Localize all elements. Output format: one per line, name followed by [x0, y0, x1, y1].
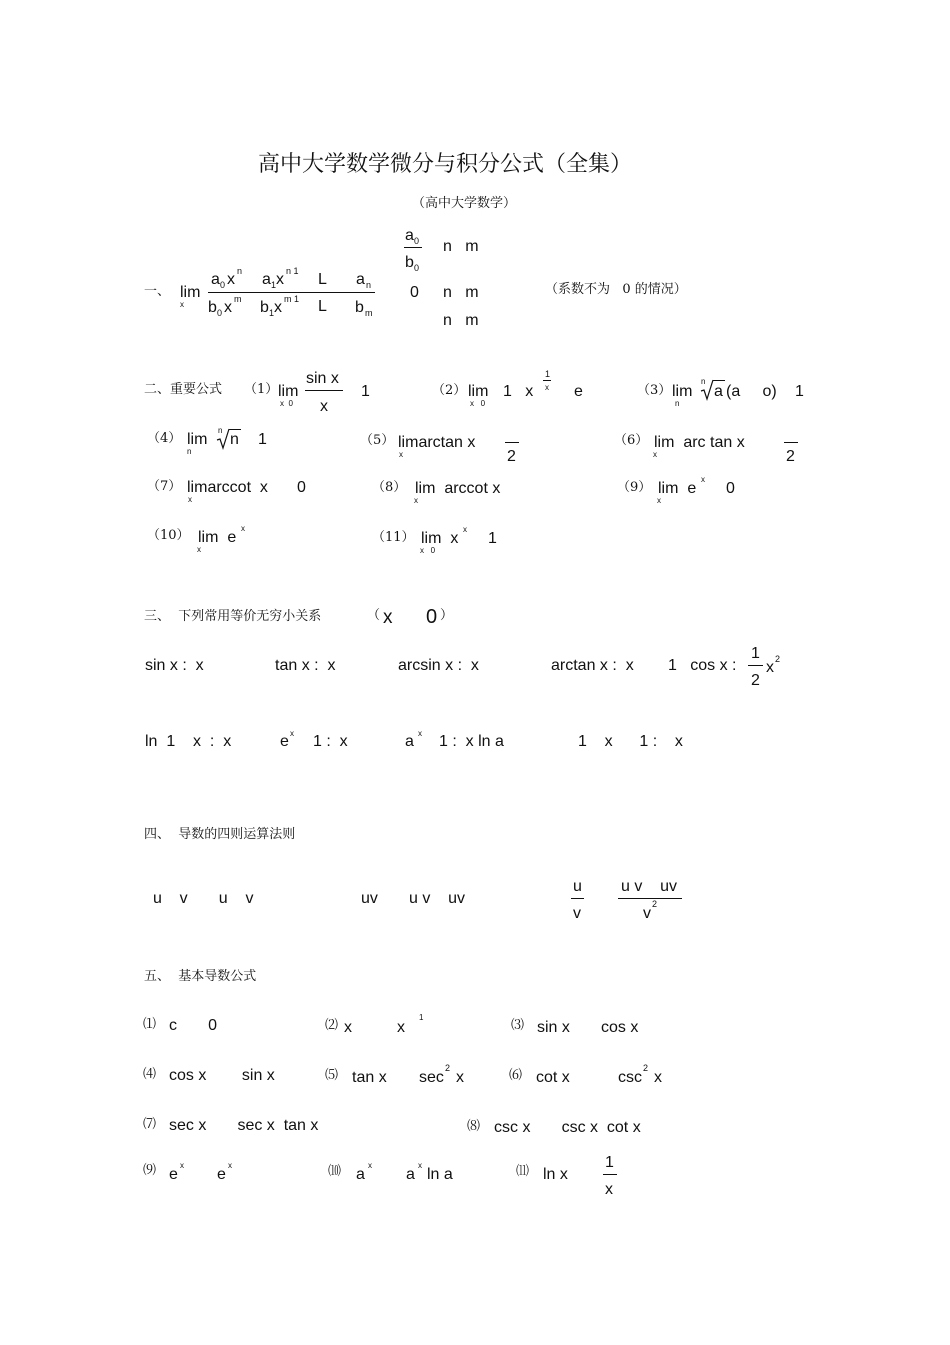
equiv-ln: ln 1 x : x [145, 733, 232, 750]
item-11-value: 1 [488, 530, 497, 547]
section-3-cond-open: （ [367, 608, 381, 623]
equiv-exp-a: a [405, 733, 414, 750]
item-7-lim-subscript: x [188, 495, 192, 504]
section-3-cond-x: x [383, 607, 393, 628]
deriv-10-label: ⑽ [328, 1164, 342, 1179]
item-2-exp-bar [543, 380, 551, 381]
equiv-arcsin: arcsin x : x [398, 657, 479, 674]
item-2-lim-subscript: x 0 [470, 399, 486, 408]
item-3-condition: (a o) [726, 383, 777, 400]
deriv-9-rhs: e [217, 1166, 226, 1183]
item-5-fraction-bar [505, 442, 519, 443]
item-2-lim: lim [468, 383, 489, 400]
item-8-expression: lim arccot x [415, 480, 501, 497]
item-3-label: （3） [637, 383, 672, 398]
item-11-exponent: x [463, 525, 467, 534]
deriv-11-num: 1 [605, 1154, 614, 1171]
rule-quotient-rhs-bar [618, 898, 682, 899]
rule-quotient-den-sup: 2 [652, 899, 658, 909]
equiv-cos-half-bar [748, 665, 763, 666]
numerator-x1: x [276, 271, 284, 288]
item-2-exp-den: x [545, 383, 549, 392]
deriv-3-formula: sin x cos x [537, 1019, 639, 1036]
item-4-value: 1 [258, 431, 267, 448]
item-1-lim: lim [278, 383, 299, 400]
item-10-expression: lim e [198, 529, 237, 546]
deriv-5-label: ⑸ [325, 1068, 339, 1083]
deriv-2-lhs: x [344, 1019, 352, 1036]
rule-product: uv u v uv [361, 890, 466, 907]
deriv-1-label: ⑴ [143, 1017, 157, 1032]
equiv-arctan: arctan x : x [551, 657, 634, 674]
lim-label: lim [180, 284, 201, 301]
deriv-10-rhs-sup: x [418, 1161, 422, 1170]
deriv-11-bar [603, 1174, 617, 1175]
item-7-value: 0 [297, 479, 306, 496]
deriv-5-sup: 2 [445, 1063, 451, 1073]
case-b0-subscript: 0 [414, 263, 420, 273]
denominator-b1: b [260, 299, 269, 316]
numerator-exp-n1: n 1 [286, 266, 299, 276]
equiv-power: 1 x 1 : x [578, 733, 683, 750]
item-9-value: 0 [726, 480, 735, 497]
item-1-label: （1） [244, 382, 279, 397]
numerator-an-subscript: n [366, 280, 372, 290]
case-2-value: 0 [410, 284, 419, 301]
item-4-lim-subscript: n [187, 447, 192, 456]
deriv-7-label: ⑺ [143, 1117, 157, 1132]
item-4-root-index: n [218, 426, 223, 435]
item-6-expression: lim arc tan x [654, 434, 745, 451]
equiv-exp-e-sup: x [290, 729, 294, 738]
case-fraction-bar [404, 247, 422, 248]
note-coefficients: （系数不为 0 的情况） [545, 282, 687, 297]
numerator-a1: a [262, 271, 271, 288]
item-2-value: e [574, 383, 583, 400]
item-1-numerator: sin x [306, 370, 339, 387]
radical-icon [216, 428, 230, 450]
item-4-radical-bar [229, 429, 241, 430]
item-8-lim-subscript: x [414, 496, 418, 505]
denominator-x1: x [274, 299, 282, 316]
item-3-value: 1 [795, 383, 804, 400]
item-7-label: （7） [147, 479, 182, 494]
section-1-number: 一、 [144, 284, 171, 299]
deriv-10-ln: ln a [427, 1166, 453, 1183]
item-9-label: （9） [617, 480, 652, 495]
item-3-radical-bar [713, 380, 725, 381]
deriv-5-lhs: tan x [352, 1069, 387, 1086]
deriv-1-formula: c 0 [169, 1017, 218, 1034]
lim-subscript: x [180, 300, 184, 309]
item-1-denominator: x [320, 398, 328, 415]
equiv-cos-x: x [766, 659, 774, 676]
radical-icon [700, 379, 714, 401]
deriv-9-rhs-sup: x [228, 1161, 232, 1170]
item-5-lim-subscript: x [399, 450, 403, 459]
item-9-expression: lim e [658, 480, 697, 497]
deriv-6-sup: 2 [643, 1063, 649, 1073]
item-1-lim-subscript: x 0 [280, 399, 293, 408]
rule-quotient-numerator: u v uv [621, 878, 678, 895]
denominator-exp-m1: m 1 [284, 294, 300, 304]
item-9-exponent: x [701, 475, 705, 484]
item-10-exponent: x [241, 524, 245, 533]
denominator-bm: b [355, 299, 364, 316]
deriv-9-label: ⑼ [143, 1163, 157, 1178]
item-3-root-index: n [701, 377, 706, 386]
deriv-2-rhs: x [397, 1019, 405, 1036]
denominator-bm-subscript: m [365, 308, 373, 318]
case-b0: b [405, 254, 414, 271]
deriv-5-sec: sec [419, 1069, 444, 1086]
item-4-radicand: n [230, 431, 239, 448]
rule-quotient-v: v [573, 905, 581, 922]
item-8-label: （8） [372, 480, 407, 495]
item-4-label: （4） [147, 431, 182, 446]
deriv-4-formula: cos x sin x [169, 1067, 275, 1084]
deriv-11-label: ⑾ [516, 1164, 530, 1179]
equiv-cos-half-den: 2 [751, 672, 760, 689]
item-11-lim-subscript: x 0 [420, 546, 436, 555]
denominator-x: x [224, 299, 232, 316]
deriv-4-label: ⑷ [143, 1067, 157, 1082]
deriv-2-label: ⑵ [325, 1018, 339, 1033]
deriv-10-lhs: a [356, 1166, 365, 1183]
section-3-cond-close: ） [440, 608, 454, 623]
section-4-heading: 四、 导数的四则运算法则 [144, 827, 296, 842]
item-5-label: （5） [360, 433, 395, 448]
item-9-lim-subscript: x [657, 496, 661, 505]
item-11-expression: lim x [421, 530, 459, 547]
denominator-b1-subscript: 1 [269, 308, 275, 318]
equiv-exp-a-sup: x [418, 729, 422, 738]
item-2-base: 1 x [503, 383, 534, 400]
item-5-denominator: 2 [507, 448, 516, 465]
deriv-6-x: x [654, 1069, 662, 1086]
item-4-lim: lim [187, 431, 208, 448]
deriv-7-formula: sec x sec x tan x [169, 1117, 319, 1134]
numerator-an: a [356, 271, 365, 288]
case-a0: a [405, 227, 414, 244]
equiv-cos-half-num: 1 [751, 645, 760, 662]
item-7-expression: limarccot x [187, 479, 268, 496]
fraction-bar [208, 292, 375, 293]
item-1-fraction-bar [305, 390, 343, 391]
item-10-lim-subscript: x [197, 545, 201, 554]
equiv-sin: sin x : x [145, 657, 204, 674]
item-11-label: （11） [372, 530, 415, 545]
item-6-fraction-bar [784, 442, 798, 443]
item-3-lim: lim [672, 383, 693, 400]
case-a0-subscript: 0 [414, 236, 420, 246]
deriv-3-label: ⑶ [511, 1018, 525, 1033]
item-3-radicand: a [714, 383, 723, 400]
item-6-label: （6） [614, 433, 649, 448]
denominator-ellipsis: L [318, 298, 327, 315]
numerator-ellipsis: L [318, 271, 327, 288]
numerator-x: x [227, 271, 235, 288]
item-10-label: （10） [147, 528, 190, 543]
item-1-value: 1 [361, 383, 370, 400]
item-6-lim-subscript: x [653, 450, 657, 459]
item-5-expression: limarctan x [398, 434, 476, 451]
numerator-exp-n: n [237, 266, 243, 276]
case-1-condition: n m [443, 238, 479, 255]
equiv-exp-e: e [280, 733, 289, 750]
item-3-lim-subscript: n [675, 399, 680, 408]
rule-quotient-denominator: v [643, 905, 651, 922]
page-subtitle: （高中大学数学） [412, 196, 517, 211]
deriv-8-formula: csc x csc x cot x [494, 1119, 641, 1136]
equiv-cos-x-sup: 2 [775, 654, 781, 664]
item-2-exp-num: 1 [545, 369, 551, 379]
item-2-label: （2） [432, 383, 467, 398]
section-3-heading: 三、 下列常用等价无穷小关系 [144, 609, 322, 624]
equiv-cos: 1 cos x : [668, 657, 737, 674]
deriv-2-sup: 1 [419, 1013, 424, 1022]
page-title: 高中大学数学微分与积分公式（全集） [258, 152, 633, 177]
denominator-b0: b [208, 299, 217, 316]
equiv-exp-a-rest: 1 : x ln a [439, 733, 504, 750]
deriv-9-lhs-sup: x [180, 1161, 184, 1170]
deriv-6-label: ⑹ [509, 1068, 523, 1083]
numerator-a1-subscript: 1 [271, 280, 277, 290]
deriv-11-den: x [605, 1181, 613, 1198]
deriv-8-label: ⑻ [467, 1119, 481, 1134]
numerator-a0-subscript: 0 [220, 280, 226, 290]
deriv-10-lhs-sup: x [368, 1161, 372, 1170]
denominator-b0-subscript: 0 [217, 308, 223, 318]
deriv-6-csc: csc [618, 1069, 642, 1086]
equiv-tan: tan x : x [275, 657, 336, 674]
case-2-condition: n m [443, 284, 479, 301]
section-2-heading: 二、重要公式 [144, 382, 223, 397]
rule-sum: u v u v [153, 890, 254, 907]
deriv-11-lhs: ln x [543, 1166, 568, 1183]
rule-quotient-u: u [573, 878, 582, 895]
section-5-heading: 五、 基本导数公式 [144, 969, 257, 984]
rule-quotient-lhs-bar [571, 898, 584, 899]
equiv-exp-e-rest: 1 : x [313, 733, 348, 750]
deriv-5-x: x [456, 1069, 464, 1086]
deriv-6-lhs: cot x [536, 1069, 570, 1086]
case-3-condition: n m [443, 312, 479, 329]
denominator-exp-m: m [234, 294, 242, 304]
item-6-denominator: 2 [786, 448, 795, 465]
section-3-cond-zero: 0 [426, 606, 438, 628]
numerator-a0: a [211, 271, 220, 288]
deriv-9-lhs: e [169, 1166, 178, 1183]
deriv-10-rhs: a [406, 1166, 415, 1183]
